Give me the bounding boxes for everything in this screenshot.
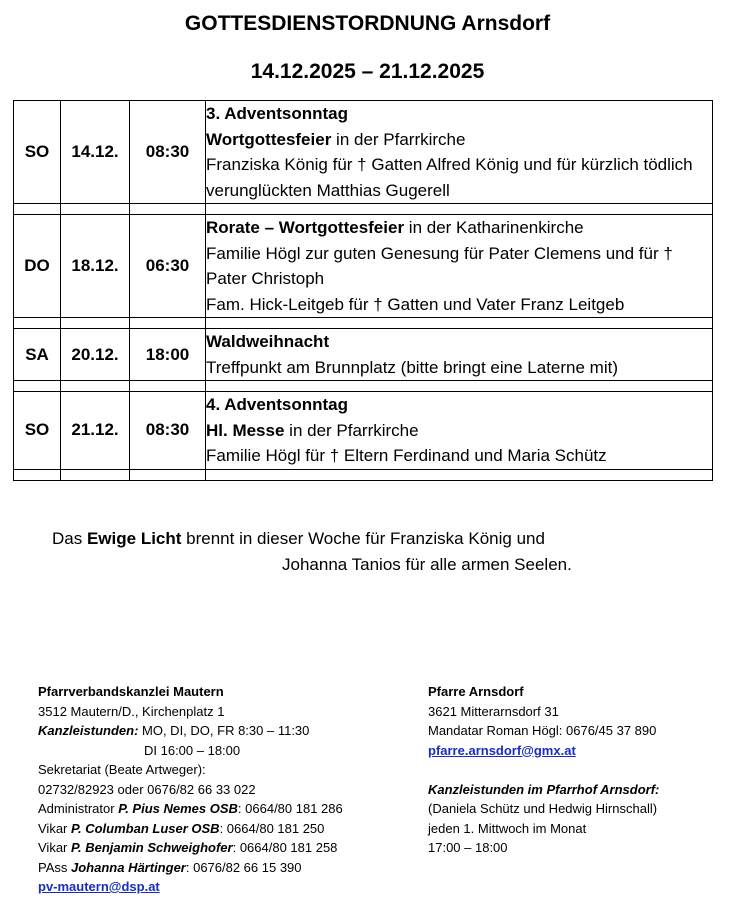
intention: Franziska König für † Gatten Alfred König und für kürzlich tödlich verunglückten Matthias Gugerell	[206, 155, 693, 200]
service-type: Hl. Messe	[206, 420, 285, 440]
service-line	[206, 418, 712, 444]
description-cell	[206, 101, 713, 204]
mandatar: Mandatar Roman Högl: 0676/45 37 890	[428, 723, 657, 738]
date-range: 14.12.2025 – 21.12.2025	[250, 60, 485, 83]
description-cell	[206, 392, 713, 470]
spacer-row	[14, 469, 713, 480]
office-hours-extra: DI 16:00 – 18:00	[144, 742, 241, 758]
intention: Treffpunkt am Brunnplatz (bitte bringt eine Laterne mit)	[206, 357, 618, 377]
secretariat-phone: 02732/82923 oder 0676/82 66 33 022	[38, 781, 256, 797]
day-cell: SO	[14, 392, 61, 470]
parish-heading: Pfarre Arnsdorf	[428, 684, 524, 699]
parish-address: 3621 Mitterarnsdorf 31	[428, 703, 559, 719]
email-link-mautern[interactable]: pv-mautern@dsp.at	[38, 879, 160, 894]
spacer-row	[14, 204, 713, 215]
staff-line: PAss Johanna Härtinger: 0676/82 66 15 390	[38, 859, 302, 875]
service-location: in der Pfarrkirche	[284, 420, 419, 440]
description-cell	[206, 329, 713, 381]
date-cell: 18.12.	[61, 215, 130, 318]
table-row	[14, 101, 713, 204]
ewiges-licht-label: Ewige Licht	[86, 529, 182, 548]
staff-line: Vikar P. Columban Luser OSB: 0664/80 181 250	[38, 820, 325, 836]
date-cell: 20.12.	[61, 329, 130, 381]
service-line	[206, 329, 712, 355]
service-type: Rorate – Wortgottesfeier	[206, 218, 405, 237]
table-row	[14, 329, 713, 381]
day-cell: DO	[14, 215, 61, 318]
secretariat: Sekretariat (Beate Artweger):	[38, 762, 206, 777]
liturgical-day: 3. Adventsonntag	[206, 104, 348, 123]
staff-line: Vikar P. Benjamin Schweighofer: 0664/80 181 258	[38, 840, 338, 855]
office-heading: Pfarrverbandskanzlei Mautern	[38, 684, 224, 699]
time-cell: 18:00	[130, 329, 206, 381]
time-cell: 06:30	[130, 215, 206, 318]
schedule-table	[13, 100, 713, 481]
parish-hours-heading: Kanzleistunden im Pfarrhof Arnsdorf:	[428, 781, 660, 797]
time-cell: 08:30	[130, 101, 206, 204]
email-link-arnsdorf[interactable]: pfarre.arnsdorf@gmx.at	[428, 742, 576, 758]
day-cell: SO	[14, 101, 61, 204]
footer-parish-office-mautern	[38, 682, 408, 897]
parish-hours-time: 17:00 – 18:00	[428, 840, 508, 855]
description-cell	[206, 215, 713, 318]
intention: Fam. Hick-Leitgeb für † Gatten und Vater Franz Leitgeb	[206, 294, 625, 314]
service-location: in der Katharinenkirche	[404, 218, 584, 237]
service-type: Wortgottesfeier	[206, 129, 332, 149]
intention: Familie Högl für † Eltern Ferdinand und Maria Schütz	[206, 446, 607, 465]
service-line	[206, 127, 712, 153]
service-location: in der Pfarrkirche	[331, 129, 466, 149]
ewiges-licht-notice: Das Ewige Licht brennt in dieser Woche für Franziska König und Johanna Tanios für alle armen Seelen.	[52, 529, 572, 574]
office-address: 3512 Mautern/D., Kirchenplatz 1	[38, 703, 225, 719]
service-type: Waldweihnacht	[206, 332, 330, 351]
parish-hours-when: jeden 1. Mittwoch im Monat	[428, 820, 587, 836]
date-cell: 14.12.	[61, 101, 130, 204]
spacer-row	[14, 318, 713, 329]
liturgical-day: 4. Adventsonntag	[206, 395, 348, 414]
page-title: GOTTESDIENSTORDNUNG Arnsdorf	[184, 12, 551, 35]
date-cell: 21.12.	[61, 392, 130, 470]
intention: Familie Högl zur guten Genesung für Pater Clemens und für † Pater Christoph	[206, 243, 673, 288]
time-cell: 08:30	[130, 392, 206, 470]
footer-parish-arnsdorf	[428, 682, 728, 858]
table-row	[14, 392, 713, 470]
parish-hours-people: (Daniela Schütz und Hedwig Hirnschall)	[428, 801, 658, 816]
day-cell: SA	[14, 329, 61, 381]
office-hours: Kanzleistunden: MO, DI, DO, FR 8:30 – 11:30	[38, 723, 310, 738]
spacer-row	[14, 381, 713, 392]
staff-line: Administrator P. Pius Nemes OSB: 0664/80 181 286	[38, 801, 343, 816]
table-row	[14, 215, 713, 318]
service-line	[206, 215, 712, 241]
